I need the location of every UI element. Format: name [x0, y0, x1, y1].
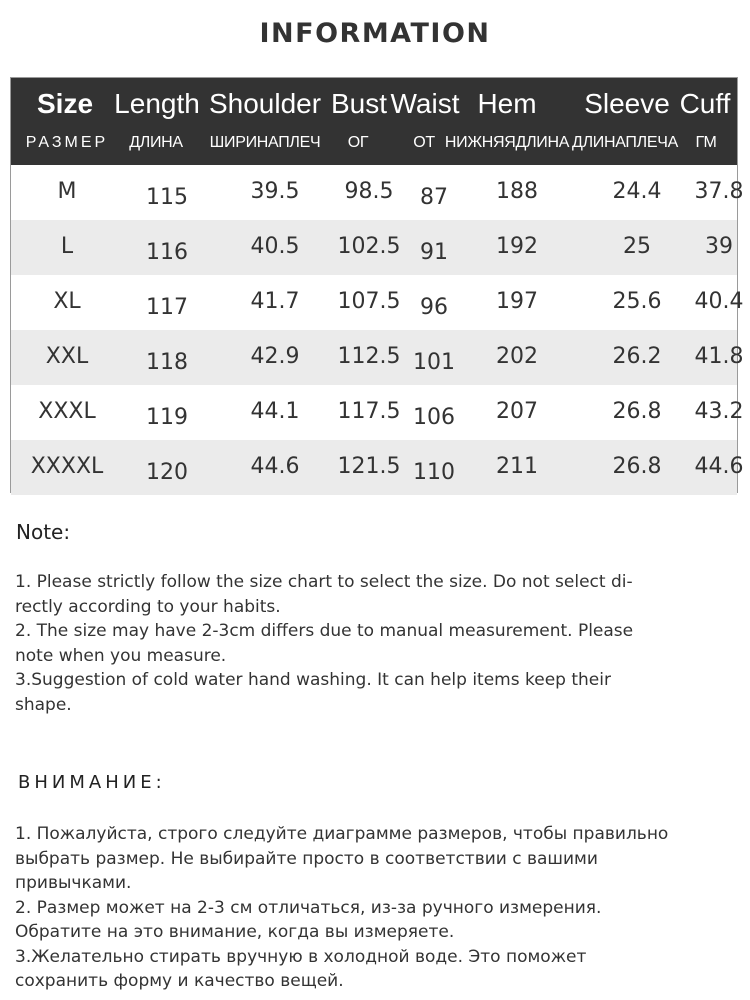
table-header [11, 78, 737, 165]
cell-waist: 110 [413, 460, 455, 485]
header-shoulder-en: Shoulder [208, 88, 322, 119]
header-cuff-ru: ГМ [695, 134, 717, 151]
cell-length: 118 [146, 350, 188, 375]
cell-size: XXXL [38, 399, 96, 424]
cell-hem: 207 [496, 399, 538, 424]
cell-waist: 91 [420, 240, 448, 265]
cell-bust: 102.5 [337, 234, 401, 259]
cell-sleeve: 25 [623, 234, 651, 259]
cell-hem: 192 [496, 234, 538, 259]
cell-hem: 188 [496, 179, 538, 204]
cell-bust: 107.5 [337, 289, 401, 314]
cell-bust: 117.5 [337, 399, 401, 424]
ru-note-line: 2. Размер может на 2-3 см отличаться, из-за ручного измерения. [15, 897, 602, 918]
header-sleeve-en: Sleeve [584, 88, 670, 119]
cell-cuff: 44.6 [694, 454, 744, 479]
cell-waist: 101 [413, 350, 455, 375]
cell-hem: 211 [496, 454, 538, 479]
cell-waist: 96 [420, 295, 448, 320]
header-size-en: Size [36, 88, 94, 119]
header-shoulder-ru: ШИРИНАПЛЕЧ [209, 134, 321, 151]
cell-shoulder: 39.5 [250, 179, 300, 204]
cell-sleeve: 26.8 [612, 454, 662, 479]
cell-bust: 112.5 [337, 344, 401, 369]
ru-note-line: сохранить форму и качество вещей. [15, 971, 344, 991]
cell-cuff: 37.8 [694, 179, 744, 204]
cell-bust: 98.5 [344, 179, 394, 204]
cell-length: 117 [146, 295, 188, 320]
cell-bust: 121.5 [337, 454, 401, 479]
page-title: INFORMATION [259, 18, 491, 49]
table-row [11, 440, 744, 495]
table-row [11, 275, 744, 330]
cell-sleeve: 25.6 [612, 289, 662, 314]
ru-note-line: 3.Желательно стирать вручную в холодной воде. Это поможет [15, 946, 587, 967]
cell-waist: 106 [413, 405, 455, 430]
ru-note-line: Обратите на это внимание, когда вы измеряете. [15, 922, 455, 942]
table-body [11, 165, 744, 495]
table-row [11, 385, 744, 440]
cell-length: 119 [146, 405, 188, 430]
ru-note-title: ВНИМАНИЕ: [18, 772, 166, 793]
note-list [15, 570, 730, 717]
cell-size: L [60, 234, 74, 259]
cell-shoulder: 42.9 [250, 344, 300, 369]
cell-cuff: 41.8 [694, 344, 744, 369]
note-line: 2. The size may have 2-3cm differs due to manual measurement. Please [15, 621, 634, 641]
cell-length: 116 [146, 240, 188, 265]
cell-length: 115 [146, 185, 188, 210]
table-row [11, 165, 744, 220]
ru-note-line: привычками. [15, 873, 132, 893]
cell-cuff: 40.4 [694, 289, 744, 314]
header-bust-en: Bust [330, 88, 388, 119]
header-cuff-en: Cuff [679, 88, 731, 119]
cell-size: M [57, 179, 77, 204]
ru-note-line: 1. Пожалуйста, строго следуйте диаграмме размеров, чтобы правильно [15, 824, 669, 844]
table-row [11, 220, 737, 275]
cell-sleeve: 24.4 [612, 179, 662, 204]
header-sleeve-ru: ДЛИНАПЛЕЧА [572, 134, 678, 151]
header-waist-en: Waist [390, 88, 460, 119]
header-length-ru: ДЛИНА [129, 134, 183, 151]
cell-shoulder: 44.6 [250, 454, 300, 479]
note-line: note when you measure. [15, 645, 227, 666]
ru-note-line: выбрать размер. Не выбирайте просто в соответствии с вашими [15, 848, 598, 869]
table-row [11, 330, 744, 385]
header-length-en: Length [114, 88, 200, 119]
size-table [10, 77, 744, 493]
cell-shoulder: 44.1 [250, 399, 300, 424]
cell-hem: 202 [496, 344, 538, 369]
cell-size: XXXXL [30, 454, 104, 479]
cell-size: XXL [45, 344, 89, 369]
header-bust-ru: ОГ [347, 134, 369, 151]
cell-shoulder: 41.7 [250, 289, 300, 314]
header-hem-en: Hem [477, 88, 537, 119]
note-line: 3.Suggestion of cold water hand washing. It can help items keep their [15, 670, 611, 690]
ru-note-list [15, 822, 735, 994]
header-hem-ru: НИЖНЯЯДЛИНА [444, 134, 570, 151]
cell-sleeve: 26.2 [612, 344, 662, 369]
note-line: shape. [15, 694, 72, 715]
cell-sleeve: 26.8 [612, 399, 662, 424]
cell-length: 120 [146, 460, 188, 485]
note-line: 1. Please strictly follow the size chart to select the size. Do not select di- [15, 572, 633, 592]
note-line: rectly according to your habits. [15, 596, 281, 617]
cell-hem: 197 [496, 289, 538, 314]
note-title: Note: [16, 520, 71, 544]
cell-cuff: 39 [705, 234, 733, 259]
cell-waist: 87 [420, 185, 448, 210]
header-size-ru: РАЗМЕР [25, 134, 109, 151]
cell-size: XL [53, 289, 81, 314]
header-waist-ru: ОТ [413, 134, 435, 151]
cell-cuff: 43.2 [694, 399, 744, 424]
cell-shoulder: 40.5 [250, 234, 300, 259]
